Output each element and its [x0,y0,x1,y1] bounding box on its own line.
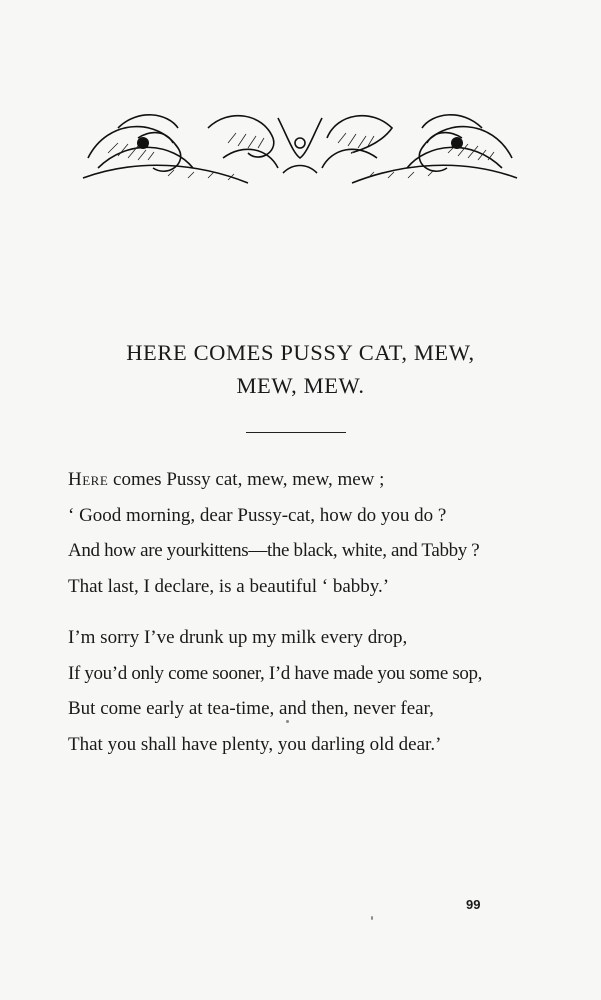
stanza-1-line-1 [68,468,538,492]
foliate-scroll-headpiece-icon [78,98,522,194]
stanza-1-line-2: ‘ Good morning, dear Pussy-cat, how do you do ? [68,505,447,526]
stanza-2-line-4: That you shall have plenty, you darling old dear.’ [68,734,442,755]
poem-title-line-2: MEW, MEW. [236,373,365,398]
drop-word: Here [68,469,109,490]
print-speck [286,720,289,723]
stanza-2-line-3: But come early at tea-time, and then, never fear, [68,698,434,719]
stanza-1-line-1-rest: comes Pussy cat, mew, mew, mew ; [108,469,385,490]
stanza-2-line-1: I’m sorry I’ve drunk up my milk every drop, [68,627,408,648]
page-number: 99 [466,897,481,912]
title-divider [246,432,346,433]
print-speck [371,916,373,920]
stanza-1-line-4: That last, I declare, is a beautiful ‘ babby.’ [68,576,390,597]
stanza-2-line-2: If you’d only come sooner, I’d have made you some sop, [68,663,483,684]
poem-title-line-1: HERE COMES PUSSY CAT, MEW, [126,340,475,365]
stanza-1-line-3: And how are yourkittens—the black, white, and Tabby ? [68,540,480,561]
